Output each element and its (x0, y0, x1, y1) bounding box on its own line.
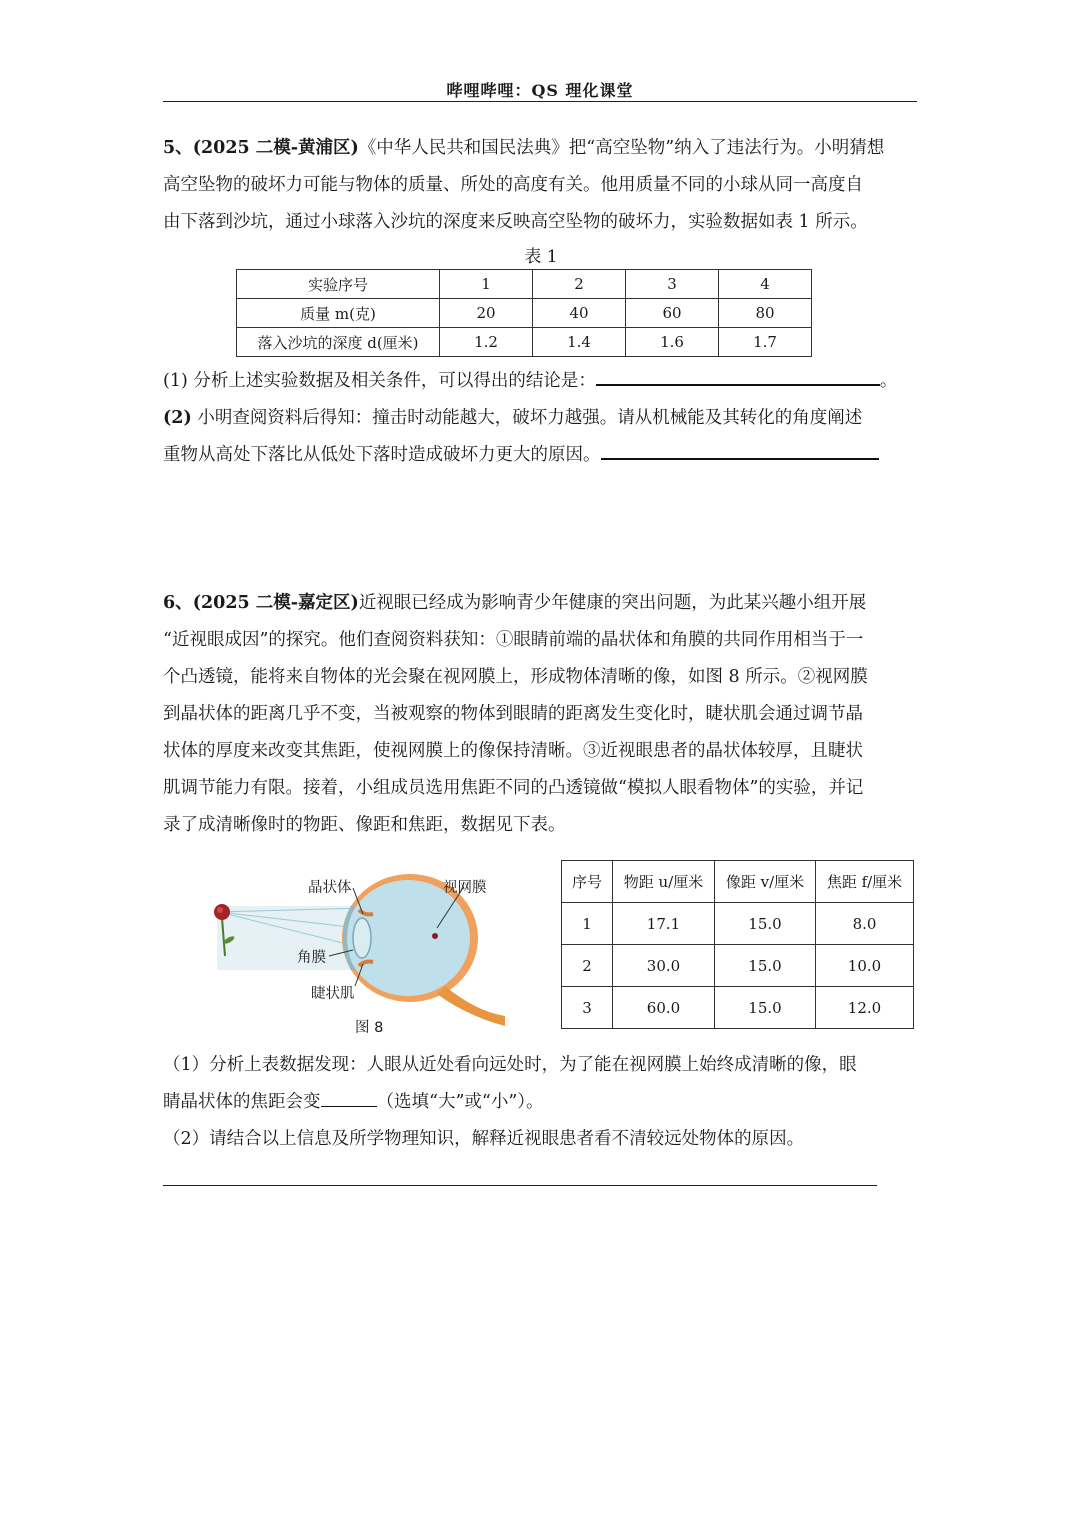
table-row (562, 903, 914, 945)
answer-line[interactable] (163, 1185, 877, 1186)
table-cell: 20 (440, 299, 533, 328)
table-header-row (562, 861, 914, 903)
table-row (237, 299, 812, 328)
table-cell: 15.0 (715, 987, 816, 1029)
table-cell: 2 (562, 945, 613, 987)
table-cell: 1 (440, 270, 533, 299)
q5-sub1-text: (1) 分析上述实验数据及相关条件，可以得出的结论是： (163, 371, 596, 391)
table-row (237, 328, 812, 357)
table-cell: 质量 m(克) (237, 299, 440, 328)
table-cell: 60 (626, 299, 719, 328)
q6-source: (2025 二模-嘉定区) (192, 593, 359, 613)
answer-blank[interactable] (601, 440, 879, 460)
q5-line-1 (163, 130, 919, 167)
label-ciliary: 睫状肌 (311, 986, 355, 1002)
q6-line-1 (163, 585, 919, 622)
q5-data-table (236, 269, 812, 357)
table-cell: 8.0 (816, 903, 914, 945)
q5-subquestions (163, 363, 919, 474)
q5-source: (2025 二模-黄浦区) (192, 138, 359, 158)
header-divider (163, 101, 917, 102)
q6-stem (163, 585, 919, 844)
table-cell: 12.0 (816, 987, 914, 1029)
table-cell: 17.1 (613, 903, 715, 945)
table-cell: 15.0 (715, 945, 816, 987)
table-cell: 落入沙坑的深度 d(厘米) (237, 328, 440, 357)
table-cell: 1.6 (626, 328, 719, 357)
page-header: 哔哩哔哩：QS 理化课堂 (446, 81, 634, 100)
table-cell: 1.4 (533, 328, 626, 357)
q6-subquestions (163, 1047, 919, 1158)
table-cell: 30.0 (613, 945, 715, 987)
table-cell: 10.0 (816, 945, 914, 987)
answer-blank[interactable] (321, 1088, 377, 1107)
q6-line-5: 状体的厚度来改变其焦距，使视网膜上的像保持清晰。③近视眼患者的晶状体较厚，且睫状 (163, 741, 863, 761)
q5-sub1-end: 。 (879, 371, 898, 391)
q5-sub2-text: 小明查阅资料后得知：撞击时动能越大，破坏力越强。请从机械能及其转化的角度阐述 (191, 408, 863, 428)
q6-sub2: （2）请结合以上信息及所学物理知识，解释近视眼患者看不清较远处物体的原因。 (163, 1129, 805, 1149)
table-cell: 80 (719, 299, 812, 328)
eye-diagram (205, 866, 505, 1036)
lens (353, 918, 371, 958)
table-row (237, 270, 812, 299)
q5-sub2-line-2 (163, 437, 919, 474)
table-row (562, 945, 914, 987)
table-header-cell: 像距 v/厘米 (715, 861, 816, 903)
table-cell: 1.2 (440, 328, 533, 357)
q5-line-3: 由下落到沙坑，通过小球落入沙坑的深度来反映高空坠物的破坏力，实验数据如表 1 所示。 (163, 212, 868, 232)
q5-line1-text: 《中华人民共和国民法典》把“高空坠物”纳入了违法行为。小明猜想 (358, 138, 885, 158)
q5-table-caption: 表 1 (524, 247, 558, 267)
table-cell: 实验序号 (237, 270, 440, 299)
q6-line1-text: 近视眼已经成为影响青少年健康的突出问题，为此某兴趣小组开展 (358, 593, 867, 613)
q5-sub1 (163, 363, 919, 400)
table-header-cell: 焦距 f/厘米 (816, 861, 914, 903)
q5-line-2: 高空坠物的破坏力可能与物体的质量、所处的高度有关。他用质量不同的小球从同一高度自 (163, 175, 863, 195)
q6-line-6: 肌调节能力有限。接着，小组成员选用焦距不同的凸透镜做“模拟人眼看物体”的实验，并记 (163, 778, 864, 798)
q6-sub1-line-2 (163, 1084, 919, 1121)
q6-sub1-line-1: （1）分析上表数据发现：人眼从近处看向远处时，为了能在视网膜上始终成清晰的像，眼 (163, 1055, 857, 1075)
label-lens: 晶状体 (308, 880, 352, 896)
q5-sub2-label: (2) (163, 408, 192, 428)
label-retina: 视网膜 (443, 880, 487, 896)
q6-sub1-options: （选填“大”或“小”）。 (376, 1092, 544, 1112)
table-cell: 3 (626, 270, 719, 299)
table-row (562, 987, 914, 1029)
q6-data-table (561, 860, 914, 1029)
table-cell: 3 (562, 987, 613, 1029)
retina-image (432, 933, 438, 939)
table-cell: 15.0 (715, 903, 816, 945)
optic-nerve (437, 986, 505, 1026)
answer-blank[interactable] (596, 366, 880, 386)
q6-line-4: 到晶状体的距离几乎不变，当被观察的物体到眼睛的距离发生变化时，睫状肌会通过调节晶 (163, 704, 863, 724)
table-cell: 1 (562, 903, 613, 945)
q6-line-2: “近视眼成因”的探究。他们查阅资料获知：①眼睛前端的晶状体和角膜的共同作用相当于一 (163, 630, 864, 650)
label-cornea: 角膜 (297, 950, 326, 966)
table-cell: 1.7 (719, 328, 812, 357)
q6-sub1-text: 睛晶状体的焦距会变 (163, 1092, 321, 1112)
q5-number: 5、 (163, 138, 193, 158)
table-cell: 4 (719, 270, 812, 299)
table-cell: 60.0 (613, 987, 715, 1029)
table-header-cell: 序号 (562, 861, 613, 903)
q5-stem (163, 130, 919, 241)
table-cell: 2 (533, 270, 626, 299)
q6-line-3: 个凸透镜，能将来自物体的光会聚在视网膜上，形成物体清晰的像，如图 8 所示。②视网膜 (163, 667, 868, 687)
table-header-cell: 物距 u/厘米 (613, 861, 715, 903)
table-cell: 40 (533, 299, 626, 328)
q6-line-7: 录了成清晰像时的物距、像距和焦距，数据见下表。 (163, 815, 566, 835)
figure-caption: 图 8 (355, 1020, 384, 1036)
q5-sub2-text-2: 重物从高处下落比从低处下落时造成破坏力更大的原因。 (163, 445, 601, 465)
q6-number: 6、 (163, 593, 193, 613)
q5-sub2-line-1 (163, 400, 919, 437)
